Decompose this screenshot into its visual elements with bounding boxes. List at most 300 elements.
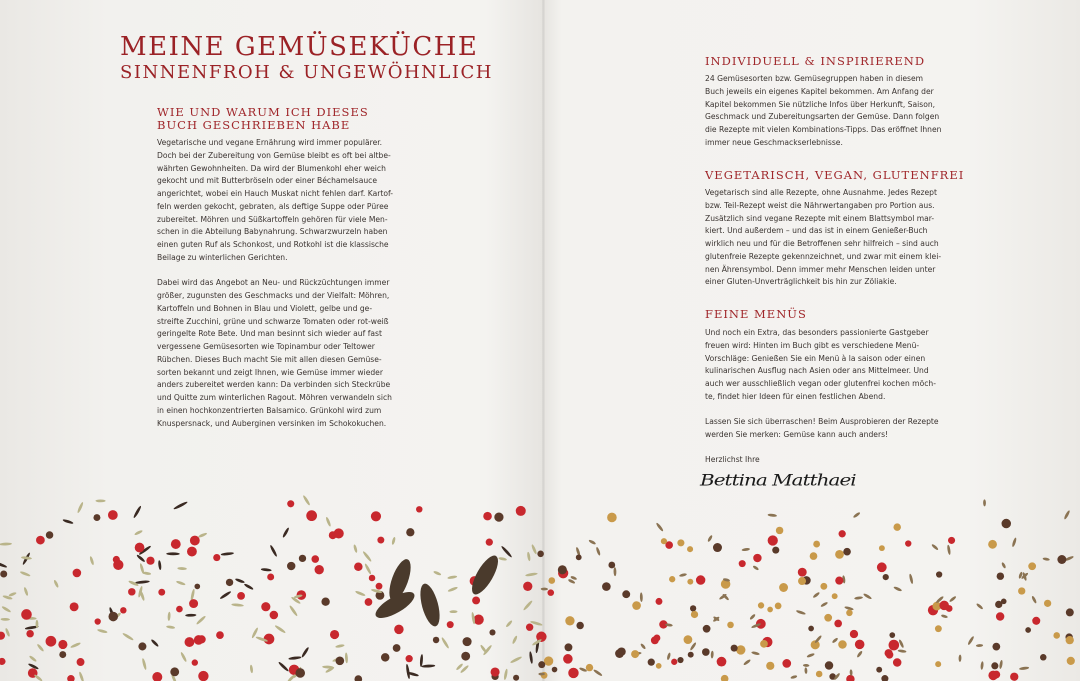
fennel-seed xyxy=(122,632,134,641)
clove xyxy=(150,639,159,648)
cumin-seed xyxy=(820,601,828,607)
cumin-seed xyxy=(856,650,863,658)
allspice xyxy=(406,528,414,536)
coriander-seed xyxy=(766,662,774,670)
text-line: anders zubereitet werden kann: Da verbinden sich Steckrübe xyxy=(157,380,391,390)
pink-peppercorn xyxy=(885,649,893,657)
cumin-seed xyxy=(751,651,760,656)
text-line: immer neue Geschmackserlebnisse. xyxy=(705,137,843,147)
fennel-seed xyxy=(78,671,84,681)
allspice xyxy=(576,622,583,629)
page-title: MEINE GEMÜSEKÜCHE xyxy=(120,32,479,62)
text-line: Vorschläge: Genießen Sie ein Menü à la saison oder einen xyxy=(705,353,926,363)
coriander-seed xyxy=(760,640,768,648)
text-line: Buch jeweils ein eigenes Kapitel bekommen. Am Anfang der xyxy=(705,86,934,96)
text-line: Zusätzlich sind vegane Rezepte mit einem Blattsymbol mar- xyxy=(705,213,935,223)
text-line: in einen hochkonzentrierten Balsamico. Grünkohl wird zum xyxy=(157,405,382,415)
cumin-seed xyxy=(679,573,687,578)
clove xyxy=(244,583,254,591)
pink-peppercorn xyxy=(198,635,206,643)
pink-peppercorn xyxy=(406,655,413,662)
pink-peppercorn xyxy=(354,562,363,571)
fennel-seed xyxy=(433,570,442,576)
pink-peppercorn xyxy=(329,531,337,539)
clove xyxy=(62,519,73,525)
fennel-seed xyxy=(36,643,44,652)
allspice xyxy=(825,661,833,669)
text-line: einen guten Ruf als Schonkost, und Rotkohl ist die klassische xyxy=(157,240,389,249)
section-heading-menus: FEINE MENÜS xyxy=(705,307,807,321)
cumin-seed xyxy=(849,669,852,676)
clove xyxy=(261,568,272,572)
pink-peppercorn xyxy=(474,615,484,625)
text-line: wirklich neu und für die Betroffenen sehr hilfreich – sind auch xyxy=(705,239,939,248)
text-line: Vegetarisch sind alle Rezepte, ohne Ausnahme. Jedes Rezept xyxy=(705,188,937,197)
cumin-seed xyxy=(655,522,664,532)
cumin-seed xyxy=(1042,557,1050,561)
allspice xyxy=(936,571,942,577)
cumin-seed xyxy=(640,643,646,650)
cumin-seed xyxy=(854,596,863,600)
text-line: kiert. Und außerdem – und das ist in einem Genießer-Buch xyxy=(705,226,928,236)
allspice xyxy=(615,649,624,658)
text-line: sorten bekannt und zeigt Ihnen, wie Gemüse immer wieder xyxy=(157,367,383,377)
text-line: Dabei wird das Angebot an Neu- und Rückzüchtungen immer xyxy=(157,278,390,288)
pink-peppercorn xyxy=(483,512,492,521)
text-line: auch wer ausschließlich vegan oder glutenfrei kochen möch- xyxy=(705,379,936,388)
cumin-seed xyxy=(976,603,984,610)
coriander-seed xyxy=(776,527,783,534)
clove xyxy=(405,664,410,679)
text-line: währten Gewohnheiten. Da wird der Blumenkohl eher weich xyxy=(157,163,386,173)
coriander-seed xyxy=(798,577,806,585)
coriander-seed xyxy=(935,661,941,667)
cumin-seed xyxy=(613,567,616,576)
fennel-seed xyxy=(5,628,11,637)
clove xyxy=(173,501,188,511)
pink-peppercorn xyxy=(176,606,183,613)
pink-peppercorn xyxy=(21,609,32,620)
pink-peppercorn xyxy=(67,675,74,681)
allspice xyxy=(881,675,888,681)
pink-peppercorn xyxy=(835,577,843,585)
allspice xyxy=(494,512,503,521)
text-line: geringelte Rote Bete. Und man besinnt sich wieder auf fast xyxy=(157,329,382,339)
text-line: vergessene Gemüsesorten wie Topinambur oder Teltower xyxy=(157,342,375,351)
allspice xyxy=(226,579,233,586)
heading-line: BUCH GESCHRIEBEN HABE xyxy=(157,118,351,132)
page-subtitle: SINNENFROH & UNGEWÖHNLICH xyxy=(120,62,493,83)
text-line: Doch bei der Zubereitung von Gemüse bleibt es oft bei altbe- xyxy=(157,150,391,160)
pink-peppercorn xyxy=(184,637,194,647)
pink-peppercorn xyxy=(0,632,5,640)
clove xyxy=(221,552,234,556)
allspice xyxy=(46,531,54,539)
coriander-seed xyxy=(846,610,853,617)
pink-peppercorn xyxy=(839,530,846,537)
pink-peppercorn xyxy=(996,612,1004,620)
coriander-seed xyxy=(779,583,788,592)
fennel-seed xyxy=(20,571,31,578)
cumin-seed xyxy=(909,573,914,584)
fennel-seed xyxy=(95,499,105,502)
cumin-seed xyxy=(983,499,986,506)
allspice xyxy=(194,584,200,590)
pink-peppercorn xyxy=(306,510,317,521)
coriander-seed xyxy=(810,552,818,560)
allspice xyxy=(808,626,814,632)
allspice xyxy=(565,643,573,651)
allspice xyxy=(489,629,495,635)
fennel-seed xyxy=(345,652,348,663)
text-line: nen Ährensymbol. Denn immer mehr Menschen leiden unter xyxy=(705,264,936,274)
pink-peppercorn xyxy=(696,575,705,584)
coriander-seed xyxy=(586,664,593,671)
cumin-seed xyxy=(832,637,839,644)
clove xyxy=(166,552,180,555)
allspice xyxy=(772,547,779,554)
fennel-seed xyxy=(391,537,396,546)
cumin-seed xyxy=(796,609,806,615)
pink-peppercorn xyxy=(70,602,79,611)
clove xyxy=(269,545,278,558)
cumin-seed xyxy=(931,543,939,550)
allspice xyxy=(170,667,179,676)
pink-peppercorn xyxy=(113,560,123,570)
fennel-seed xyxy=(441,637,450,649)
cumin-seed xyxy=(767,513,777,517)
pink-peppercorn xyxy=(850,630,858,638)
text-line: glutenfreie Rezepte gekennzeichnet, und zwar mit einem klei- xyxy=(705,251,942,261)
text-line: zubereitet. Möhren und Süßkartoffeln gehören für viele Men- xyxy=(157,214,388,224)
cumin-seed xyxy=(1031,595,1037,603)
cumin-seed xyxy=(898,639,904,648)
fennel-seed xyxy=(29,655,38,663)
allspice xyxy=(731,645,738,652)
fennel-seed xyxy=(355,590,366,597)
cumin-seed xyxy=(790,675,797,680)
fennel-seed xyxy=(166,625,175,629)
text-line: te, findet hier Ideen für einen festlichen Abend. xyxy=(705,391,886,401)
pink-peppercorn xyxy=(270,611,279,620)
pink-peppercorn xyxy=(95,618,101,624)
pink-peppercorn xyxy=(128,588,135,595)
coriander-seed xyxy=(935,625,942,632)
cumin-seed xyxy=(752,565,759,571)
cumin-seed xyxy=(593,669,603,677)
fennel-seed xyxy=(510,656,523,664)
fennel-seed xyxy=(0,542,12,545)
fennel-seed xyxy=(527,552,531,562)
pink-peppercorn xyxy=(888,640,899,651)
pink-peppercorn xyxy=(939,601,949,611)
fennel-seed xyxy=(139,563,145,574)
fennel-seed xyxy=(447,575,457,579)
clove xyxy=(420,654,424,667)
text-line: 24 Gemüsesorten bzw. Gemüsegruppen haben in diesem xyxy=(705,74,924,83)
pink-peppercorn xyxy=(264,634,275,645)
pink-peppercorn xyxy=(58,640,67,649)
clove xyxy=(133,505,142,518)
coriander-seed xyxy=(767,607,773,613)
pink-peppercorn xyxy=(855,640,865,650)
pink-peppercorn xyxy=(988,671,998,681)
text-line: freuen wird: Hinten im Buch gibt es verschiedene Menü- xyxy=(705,340,920,350)
pink-peppercorn xyxy=(213,554,220,561)
coriander-seed xyxy=(832,593,838,599)
coriander-seed xyxy=(687,546,693,552)
fennel-seed xyxy=(335,644,345,649)
coriander-seed xyxy=(824,614,832,622)
fennel-seed xyxy=(177,567,187,570)
allspice xyxy=(321,598,329,606)
pink-peppercorn xyxy=(523,582,532,591)
cumin-seed xyxy=(976,644,983,647)
clove xyxy=(529,651,533,664)
pink-peppercorn xyxy=(782,659,791,668)
text-line: werden Sie merken: Gemüse kann auch anders! xyxy=(705,429,889,439)
coriander-seed xyxy=(893,523,900,530)
text-line: Kartoffeln und Bohnen in Blau und Violett, gelbe und ge- xyxy=(157,303,373,313)
fennel-seed xyxy=(250,665,254,674)
pink-peppercorn xyxy=(189,599,198,608)
cumin-seed xyxy=(803,664,810,667)
allspice xyxy=(513,675,519,681)
fennel-seed xyxy=(447,586,458,592)
allspice xyxy=(1025,627,1031,633)
cumin-seed xyxy=(806,653,815,659)
pink-peppercorn xyxy=(190,536,200,546)
long-pepper xyxy=(417,582,444,629)
pink-peppercorn xyxy=(77,658,85,666)
allspice xyxy=(295,668,305,678)
pink-peppercorn xyxy=(893,658,902,667)
fennel-seed xyxy=(1,618,10,621)
greeting: Herzlichst Ihre xyxy=(705,455,760,464)
allspice xyxy=(1040,654,1047,661)
signature: Bettina Matthaei xyxy=(700,470,856,490)
coriander-seed xyxy=(631,650,639,658)
allspice xyxy=(677,657,683,663)
allspice xyxy=(992,643,1000,651)
pink-peppercorn xyxy=(834,620,842,628)
text-line: kulinarischen Ausflug nach Asien oder ans Mittelmeer. Und xyxy=(705,366,929,376)
text-line: feln werden gekocht, gebraten, als deftige Suppe oder Püree xyxy=(157,201,389,211)
fennel-seed xyxy=(1,605,11,613)
coriander-seed xyxy=(661,538,667,544)
pink-peppercorn xyxy=(369,575,376,582)
allspice xyxy=(336,656,345,665)
pink-peppercorn xyxy=(416,506,422,512)
fennel-seed xyxy=(97,628,108,633)
cumin-seed xyxy=(853,511,861,518)
cumin-seed xyxy=(1019,666,1029,670)
cumin-seed xyxy=(1001,562,1007,569)
coriander-seed xyxy=(632,601,641,610)
pink-peppercorn xyxy=(108,510,118,520)
pink-peppercorn xyxy=(171,539,181,549)
cumin-seed xyxy=(980,661,984,670)
text-line: Lassen Sie sich überraschen! Beim Ausprobieren der Rezepte xyxy=(705,417,939,426)
coriander-seed xyxy=(1044,600,1051,607)
allspice xyxy=(576,554,582,560)
cumin-seed xyxy=(1063,510,1070,520)
fennel-seed xyxy=(53,579,59,588)
cumin-seed xyxy=(804,667,807,674)
allspice xyxy=(713,543,722,552)
allspice xyxy=(381,653,389,661)
allspice xyxy=(552,667,558,673)
clove xyxy=(301,646,310,658)
cumin-seed xyxy=(949,595,957,602)
pink-peppercorn xyxy=(948,537,955,544)
pink-peppercorn xyxy=(739,560,746,567)
coriander-seed xyxy=(669,576,675,582)
pink-peppercorn xyxy=(877,562,887,572)
allspice xyxy=(108,612,118,622)
coriander-seed xyxy=(1028,562,1036,570)
clove xyxy=(158,560,162,570)
fennel-seed xyxy=(525,572,538,577)
coriander-seed xyxy=(988,540,997,549)
allspice xyxy=(433,637,439,643)
text-line: Knuspersnack, und Auberginen versinken im Schokokuchen. xyxy=(157,418,387,428)
fennel-seed xyxy=(322,665,334,668)
pink-peppercorn xyxy=(311,555,319,563)
clove xyxy=(421,664,435,668)
coriander-seed xyxy=(1018,587,1025,594)
allspice xyxy=(1001,599,1007,605)
fennel-seed xyxy=(362,551,372,563)
allspice xyxy=(843,548,851,556)
coriander-seed xyxy=(820,583,827,590)
fennel-seed xyxy=(23,587,29,596)
pink-peppercorn xyxy=(526,624,533,631)
text-line: Und noch ein Extra, das besonders passionierte Gastgeber xyxy=(705,328,929,337)
clove xyxy=(185,614,196,617)
coriander-seed xyxy=(758,602,764,608)
allspice xyxy=(883,574,889,580)
cumin-seed xyxy=(640,592,643,602)
fennel-seed xyxy=(231,603,244,607)
pink-peppercorn xyxy=(146,557,154,565)
pink-peppercorn xyxy=(330,630,339,639)
text-line: und Quitte zum winterlichen Ragout. Möhren verwandeln sich xyxy=(157,393,392,402)
fennel-seed xyxy=(274,624,286,633)
clove xyxy=(219,590,231,599)
text-line: schen in die Abteilung Babynahrung. Schwarzwurzeln haben xyxy=(157,227,388,237)
pink-peppercorn xyxy=(198,671,208,681)
pink-peppercorn xyxy=(486,539,493,546)
allspice xyxy=(608,562,615,569)
fennel-seed xyxy=(523,600,534,611)
fennel-seed xyxy=(480,644,488,654)
coriander-seed xyxy=(548,577,555,584)
fennel-seed xyxy=(70,642,81,649)
cumin-seed xyxy=(666,652,671,660)
allspice xyxy=(690,605,696,611)
clove xyxy=(235,578,245,584)
coriander-seed xyxy=(1067,657,1075,665)
cumin-seed xyxy=(812,591,820,598)
fennel-seed xyxy=(176,580,186,586)
pink-peppercorn xyxy=(671,659,677,665)
pink-peppercorn xyxy=(26,630,33,637)
cumin-seed xyxy=(595,547,601,556)
pink-peppercorn xyxy=(377,537,384,544)
allspice xyxy=(1066,608,1074,616)
fennel-seed xyxy=(364,563,372,575)
pink-peppercorn xyxy=(267,573,274,580)
fennel-seed xyxy=(196,615,207,625)
cumin-seed xyxy=(893,586,902,592)
allspice xyxy=(287,562,295,570)
coriander-seed xyxy=(677,539,684,546)
cumin-seed xyxy=(967,636,975,646)
text-line: größer, zugunsten des Geschmacks und der Vielfalt: Möhren, xyxy=(157,291,390,300)
pink-peppercorn xyxy=(135,543,145,553)
pink-peppercorn xyxy=(394,625,403,634)
coriander-seed xyxy=(565,616,574,625)
coriander-seed xyxy=(721,675,729,681)
fennel-seed xyxy=(77,502,84,514)
pink-peppercorn xyxy=(36,536,45,545)
pink-peppercorn xyxy=(46,636,57,647)
fennel-seed xyxy=(512,635,518,644)
allspice xyxy=(602,582,611,591)
fennel-seed xyxy=(34,674,43,681)
coriander-seed xyxy=(838,640,847,649)
pink-peppercorn xyxy=(0,658,6,665)
pink-peppercorn xyxy=(717,657,727,667)
cumin-seed xyxy=(588,539,596,545)
allspice xyxy=(93,514,100,521)
clove xyxy=(278,661,290,672)
pink-peppercorn xyxy=(547,589,554,596)
allspice xyxy=(393,644,401,652)
text-line: Vegetarische und vegane Ernährung wird immer populärer. xyxy=(157,138,383,147)
fennel-seed xyxy=(498,557,507,561)
allspice xyxy=(889,632,895,638)
fennel-seed xyxy=(353,544,358,553)
section-heading-individual: INDIVIDUELL & INSPIRIEREND xyxy=(705,54,926,68)
text-line: Kapitel bekommen Sie nützliche Infos über Herkunft, Saison, xyxy=(705,99,936,109)
allspice xyxy=(537,551,544,558)
coriander-seed xyxy=(816,671,823,678)
clove xyxy=(288,656,301,660)
clove xyxy=(0,561,8,568)
text-line: streifte Zucchini, grüne und schwarze Tomaten oder rot-weiß xyxy=(157,316,389,326)
text-line: die Rezepte mit vielen Kombinations-Tipps. Das eröffnet Ihnen xyxy=(705,125,942,134)
allspice xyxy=(622,590,630,598)
allspice xyxy=(0,570,7,577)
cumin-seed xyxy=(541,588,548,591)
section-heading-vegetarian: VEGETARISCH, VEGAN, GLUTENFREI xyxy=(705,168,965,182)
pink-peppercorn xyxy=(371,511,381,521)
coriander-seed xyxy=(544,656,553,665)
coriander-seed xyxy=(684,635,693,644)
pink-peppercorn xyxy=(568,668,578,678)
text-line: gekocht und mit Butterbröseln oder einer Béchamelsauce xyxy=(157,176,378,186)
pink-peppercorn xyxy=(1010,673,1018,681)
pink-peppercorn xyxy=(563,654,573,664)
pink-peppercorn xyxy=(216,631,224,639)
cumin-seed xyxy=(863,593,872,600)
cumin-seed xyxy=(749,613,756,620)
fennel-seed xyxy=(89,556,94,566)
cumin-seed xyxy=(958,655,961,662)
fennel-seed xyxy=(503,668,508,680)
